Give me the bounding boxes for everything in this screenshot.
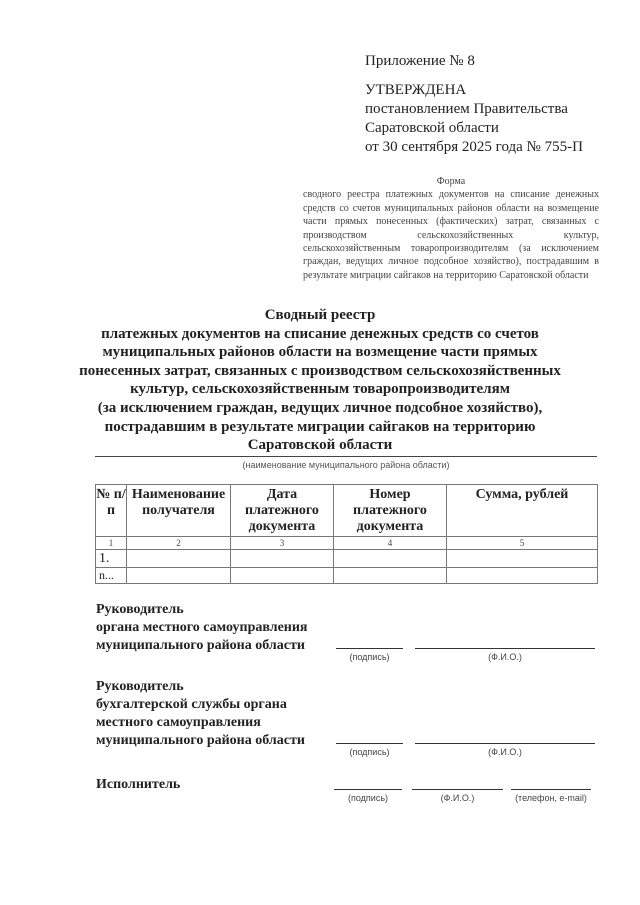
signatory-line: Руководитель (96, 602, 184, 617)
table-header-row (96, 485, 598, 537)
document-title (60, 306, 580, 455)
column-number: 4 (334, 537, 447, 550)
approval-line: Саратовской области (365, 120, 499, 136)
annex-number: Приложение № 8 (365, 53, 475, 69)
signatory-line: муниципального района области (96, 638, 305, 653)
signature-caption: (подпись) (349, 652, 390, 662)
amount-cell[interactable] (447, 568, 598, 584)
signatory-line: местного самоуправления (96, 715, 261, 730)
column-number: 5 (447, 537, 598, 550)
district-name-field[interactable] (95, 456, 597, 457)
column-number: 3 (231, 537, 334, 550)
signature-caption: (подпись) (349, 747, 390, 757)
form-note (303, 175, 599, 282)
header-doc-number: Номер платежного документа (334, 485, 447, 537)
column-number: 2 (127, 537, 231, 550)
row-index: 1. (96, 550, 127, 568)
signature-caption: (подпись) (347, 793, 389, 803)
head-signature-label (96, 601, 308, 655)
fio-caption: (Ф.И.О.) (488, 652, 522, 662)
title-line: понесенных затрат, связанных с производством сельскохозяйственных (79, 362, 561, 379)
title-line: Саратовской области (247, 437, 393, 454)
fio-caption: (Ф.И.О.) (488, 747, 522, 757)
doc-number-cell[interactable] (334, 568, 447, 584)
column-number-row (96, 537, 598, 550)
recipient-cell[interactable] (127, 568, 231, 584)
executor-fio-field[interactable] (412, 789, 503, 790)
district-name-caption: (наименование муниципального района области) (242, 460, 450, 470)
form-description: сводного реестра платежных документов на списание денежных средств со счетов муниципальных районов области на возмещение части прямых понесенных (фактических) затрат, связанных с производством сельскохозяйственных культур, сельскохозяйственным товаропроизводителям (за исключением граждан, ведущих личное подсобное хозяйство), пострадавшим в результате миграции сайгаков на территорию Саратовской области (303, 189, 599, 281)
header-recipient: Наименование получателя (127, 485, 231, 537)
date-cell[interactable] (231, 550, 334, 568)
signatory-line: Руководитель (96, 679, 184, 694)
accountant-fio-field[interactable] (415, 743, 595, 744)
approval-block (365, 52, 583, 157)
header-number: № п/п (96, 485, 127, 537)
approval-line: от 30 сентября 2025 года № 755-П (365, 139, 583, 155)
signatory-line: органа местного самоуправления (96, 620, 308, 635)
head-signature-field[interactable] (336, 648, 403, 649)
signatory-line: Исполнитель (96, 777, 181, 792)
title-line: (за исключением граждан, ведущих личное подсобное хозяйство), (97, 399, 543, 416)
contact-caption: (телефон, e-mail) (515, 793, 587, 803)
title-line: культур, сельскохозяйственным товаропроизводителям (130, 381, 510, 398)
approval-line: постановлением Правительства (365, 101, 568, 117)
executor-signature-field[interactable] (334, 789, 402, 790)
title-line: Сводный реестр (264, 307, 376, 323)
amount-cell[interactable] (447, 550, 598, 568)
approved-label: УТВЕРЖДЕНА (365, 82, 467, 98)
table-row (96, 550, 598, 568)
head-fio-field[interactable] (415, 648, 595, 649)
recipient-cell[interactable] (127, 550, 231, 568)
accountant-signature-field[interactable] (336, 743, 403, 744)
accountant-signature-label (96, 678, 305, 750)
registry-table (95, 484, 598, 584)
signatory-line: бухгалтерской службы органа (96, 697, 287, 712)
fio-caption: (Ф.И.О.) (440, 793, 475, 803)
title-line: муниципальных районов области на возмещение части прямых (102, 344, 538, 361)
executor-signature-label (96, 776, 180, 794)
header-date: Дата платежного документа (231, 485, 334, 537)
title-line: пострадавшим в результате миграции сайгаков на территорию (104, 418, 536, 435)
row-index: n... (96, 568, 127, 584)
title-line: платежных документов на списание денежных средств со счетов (101, 325, 539, 342)
form-label: Форма (436, 176, 466, 187)
executor-contact-field[interactable] (511, 789, 591, 790)
date-cell[interactable] (231, 568, 334, 584)
table-row (96, 568, 598, 584)
signatory-line: муниципального района области (96, 733, 305, 748)
doc-number-cell[interactable] (334, 550, 447, 568)
column-number: 1 (96, 537, 127, 550)
header-amount: Сумма, рублей (447, 485, 598, 537)
